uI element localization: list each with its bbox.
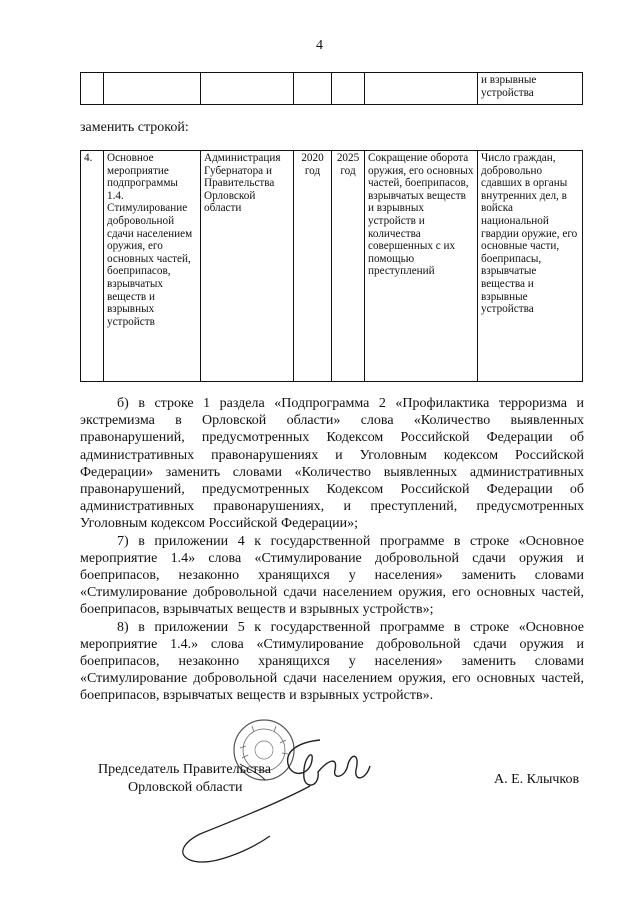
table-cell xyxy=(201,73,294,105)
paragraph: б) в строке 1 раздела «Подпрограмма 2 «Профилактика терроризма и экстремизма в Орловской области» слова «Количество выявленных правонарушений, предусмотренных Кодексом Российской Федерации об административных правонарушениях и Уголовным кодексом Российской Федерации» заменить словами «Количество выявленных административных правонарушений, предусмотренных Кодексом Российской Федерации об административных правонарушениях, и преступлений, предусмотренных Уголовным кодексом Российской Федерации»; xyxy=(80,396,584,532)
result-cell: Число граждан, добровольно сдавших в органы внутренних дел, в войска национальной гвардии оружие, его основные части, боеприпасы, взрывчатые вещества и взрывные устройства xyxy=(478,151,583,382)
executor-cell: Администрация Губернатора и Правительства Орловской области xyxy=(201,151,294,382)
activity-name-cell: Основное мероприятие подпрограммы 1.4. Стимулирование добровольной сдачи населением оружия, его основных частей, боеприпасов, взрывчатых веществ и взрывных устройств xyxy=(104,151,201,382)
replacement-table xyxy=(80,150,583,382)
indicator-cell: Сокращение оборота оружия, его основных частей, боеприпасов, взрывчатых веществ и взрывных устройств и количества совершенных с их помощью преступлений xyxy=(365,151,478,382)
row-number-cell: 4. xyxy=(81,151,104,382)
handwritten-signature xyxy=(170,730,400,880)
signatory-title-line1: Председатель Правительства xyxy=(98,762,271,777)
paragraph: 7) в приложении 4 к государственной программе в строке «Основное мероприятие 1.4» слова «Стимулирование добровольной сдачи оружия и боеприпасов, незаконно хранящихся у населения» заменить словами «Стимулирование добровольной сдачи населением оружия, его основных частей, боеприпасов, взрывчатых веществ и взрывных устройств»; xyxy=(80,533,584,618)
page-number: 4 xyxy=(316,38,323,53)
signatory-name: А. Е. Клычков xyxy=(494,772,580,787)
table-row xyxy=(81,73,583,105)
signatory-title-line2: Орловской области xyxy=(128,780,243,795)
table-cell xyxy=(332,73,365,105)
table-cell xyxy=(81,73,104,105)
paragraph: 8) в приложении 5 к государственной программе в строке «Основное мероприятие 1.4.» слова «Стимулирование добровольной сдачи оружия и боеприпасов, незаконно хранящихся у населения» заменить словами «Стимулирование добровольной сдачи населением оружия, его основных частей, боеприпасов, взрывчатых веществ и взрывных устройств». xyxy=(80,619,584,704)
table-cell: и взрывные устройства xyxy=(478,73,583,105)
body-text xyxy=(80,395,584,705)
year-start-cell: 2020 год xyxy=(294,151,332,382)
table-cell xyxy=(365,73,478,105)
table-cell xyxy=(294,73,332,105)
table-cell xyxy=(104,73,201,105)
intro-text: заменить строкой: xyxy=(80,120,189,135)
year-end-cell: 2025 год xyxy=(332,151,365,382)
previous-table-fragment xyxy=(80,72,583,105)
table-row xyxy=(81,151,583,382)
